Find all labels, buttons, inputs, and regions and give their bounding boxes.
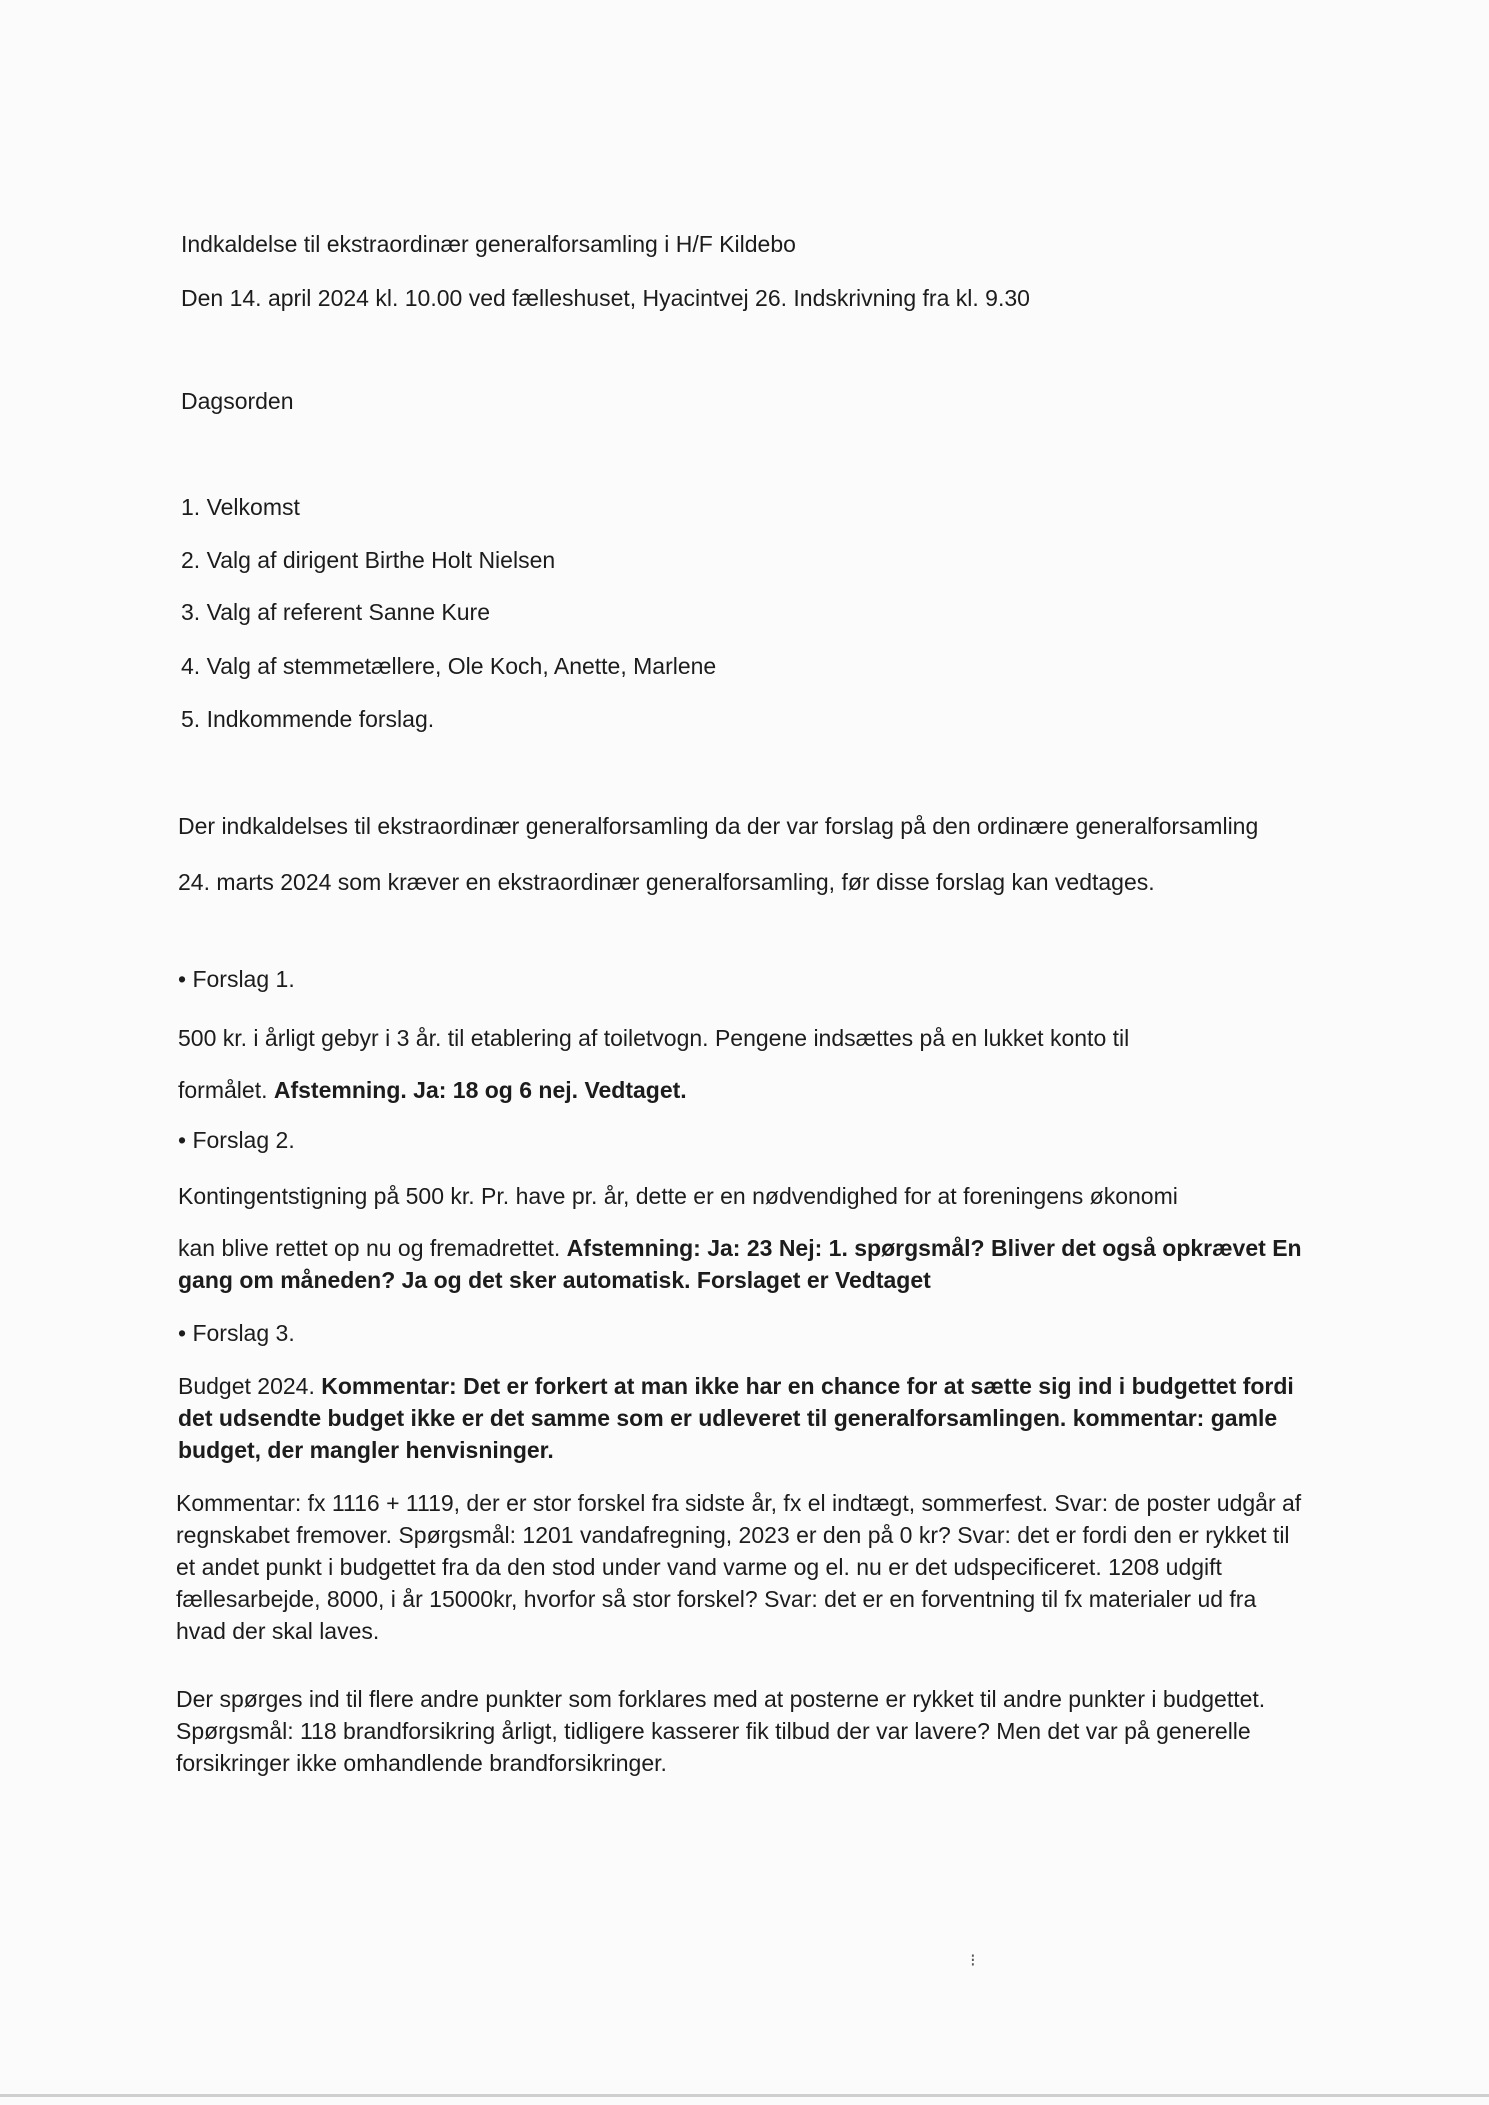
stray-mark: ⁝ xyxy=(970,1950,976,1970)
proposal-1-text: 500 kr. i årligt gebyr i 3 år. til etablering af toiletvogn. Pengene indsættes på en lukket konto til xyxy=(178,1025,1130,1051)
proposal-2-heading: • Forslag 2. xyxy=(178,1127,295,1153)
proposal-3-label: Budget 2024. xyxy=(178,1373,322,1399)
proposal-3-comment: Kommentar: Det er forkert at man ikke har en chance for at sætte sig ind i budgettet fordi det udsendte budget ikke er det samme som er udleveret til generalforsamlingen. kommentar: gamle budget, der mangler henvisninger. xyxy=(178,1373,1294,1463)
intro-line: Der indkaldelses til ekstraordinær generalforsamling da der var forslag på den ordinære generalforsamling xyxy=(178,813,1259,839)
proposal-2-result xyxy=(178,1232,1308,1296)
budget-comment-paragraph: Kommentar: fx 1116 + 1119, der er stor forskel fra sidste år, fx el indtægt, sommerfest. Svar: de poster udgår af regnskabet fremover. Spørgsmål: 1201 vandafregning, 2023 er den på 0 kr? Svar: det er fordi den er rykket til et andet punkt i budgettet fra da den stod under vand varme og el. nu er det udspecificeret. 1208 udgift fællesarbejde, 8000, i år 15000kr, hvorfor så stor forskel? Svar: det er en forventning til fx materialer ud fra hvad der skal laves. xyxy=(176,1490,1302,1644)
proposal-2-text: Kontingentstigning på 500 kr. Pr. have pr. år, dette er en nødvendighed for at foreningens økonomi xyxy=(178,1183,1178,1209)
agenda-heading: Dagsorden xyxy=(181,388,294,414)
proposal-1-vote-result: Afstemning. Ja: 18 og 6 nej. Vedtaget. xyxy=(273,1077,687,1103)
intro-line: 24. marts 2024 som kræver en ekstraordinær generalforsamling, før disse forslag kan vedtages. xyxy=(178,869,1155,895)
agenda-item: 1. Velkomst xyxy=(181,494,300,520)
agenda-item: 5. Indkommende forslag. xyxy=(181,706,435,732)
closing-paragraph: Der spørges ind til flere andre punkter som forklares med at posterne er rykket til andre punkter i budgettet. Spørgsmål: 118 brandforsikring årligt, tidligere kasserer fik tilbud der var lavere? Men det var på generelle forsikringer ikke omhandlende brandforsikringer. xyxy=(176,1686,1266,1776)
agenda-item: 2. Valg af dirigent Birthe Holt Nielsen xyxy=(181,547,556,573)
proposal-2-vote-result: Afstemning: Ja: 23 Nej: 1. spørgsmål? Bliver det også opkrævet En gang om måneden? Ja og det sker automatisk. Forslaget er Vedtaget xyxy=(178,1235,1302,1293)
agenda-item: 4. Valg af stemmetællere, Ole Koch, Anette, Marlene xyxy=(181,653,717,679)
proposal-3-text xyxy=(178,1370,1308,1466)
proposal-3-heading: • Forslag 3. xyxy=(178,1320,295,1346)
proposal-1-text-cont: formålet. xyxy=(178,1077,274,1103)
document-title: Indkaldelse til ekstraordinær generalforsamling i H/F Kildebo xyxy=(181,231,796,257)
meeting-date-line: Den 14. april 2024 kl. 10.00 ved fælleshuset, Hyacintvej 26. Indskrivning fra kl. 9.30 xyxy=(181,285,1030,311)
proposal-1-heading: • Forslag 1. xyxy=(178,966,295,992)
proposal-2-text-cont: kan blive rettet op nu og fremadrettet. xyxy=(178,1235,567,1261)
agenda-item: 3. Valg af referent Sanne Kure xyxy=(181,599,490,625)
scan-edge xyxy=(0,2094,1489,2097)
proposal-1-result-line xyxy=(178,1074,687,1106)
